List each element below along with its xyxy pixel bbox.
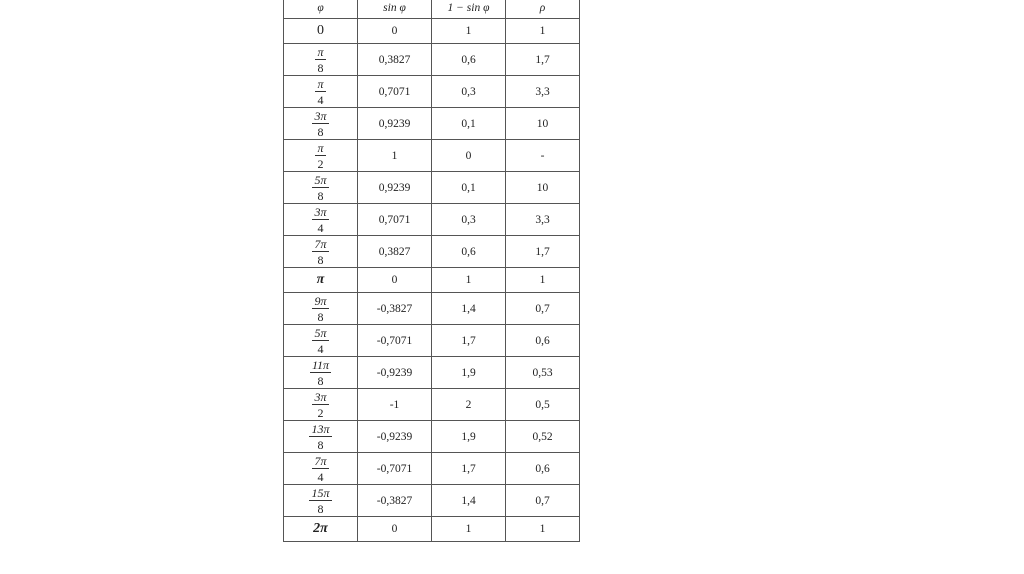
phi-denominator: 8 bbox=[317, 501, 324, 516]
cell-sin: 0 bbox=[358, 517, 432, 542]
cell-rho: 0,6 bbox=[506, 453, 580, 485]
phi-fraction bbox=[312, 110, 328, 138]
cell-phi bbox=[284, 76, 358, 108]
phi-fraction bbox=[309, 487, 331, 515]
cell-rho: - bbox=[506, 140, 580, 172]
cell-sin: -0,7071 bbox=[358, 453, 432, 485]
phi-fraction bbox=[312, 174, 328, 202]
table-row bbox=[284, 204, 580, 236]
cell-sin: -0,9239 bbox=[358, 421, 432, 453]
cell-one-minus-sin: 1,7 bbox=[432, 325, 506, 357]
phi-value: 2π bbox=[313, 521, 328, 536]
cell-phi bbox=[284, 140, 358, 172]
cell-rho: 0,7 bbox=[506, 293, 580, 325]
cell-phi bbox=[284, 19, 358, 44]
cell-sin: 0,7071 bbox=[358, 204, 432, 236]
phi-denominator: 8 bbox=[317, 252, 324, 267]
cell-one-minus-sin: 1,7 bbox=[432, 453, 506, 485]
header-one-minus-sin-label: 1 − sin φ bbox=[447, 2, 490, 14]
header-one-minus-sin bbox=[432, 0, 506, 19]
phi-fraction bbox=[312, 391, 328, 419]
phi-denominator: 8 bbox=[317, 188, 324, 203]
cell-rho: 0,53 bbox=[506, 357, 580, 389]
phi-denominator: 4 bbox=[317, 92, 324, 107]
cell-sin: 0,9239 bbox=[358, 172, 432, 204]
phi-denominator: 8 bbox=[317, 60, 324, 75]
cell-rho: 3,3 bbox=[506, 204, 580, 236]
cell-phi bbox=[284, 517, 358, 542]
cell-sin: 0 bbox=[358, 268, 432, 293]
cell-sin: 0,7071 bbox=[358, 76, 432, 108]
phi-numerator: 13π bbox=[311, 421, 330, 436]
cell-phi bbox=[284, 293, 358, 325]
table-row bbox=[284, 421, 580, 453]
cell-phi bbox=[284, 204, 358, 236]
cell-rho: 3,3 bbox=[506, 76, 580, 108]
phi-fraction bbox=[312, 295, 328, 323]
table-row bbox=[284, 44, 580, 76]
cell-one-minus-sin: 1 bbox=[432, 517, 506, 542]
header-sin bbox=[358, 0, 432, 19]
cell-sin: 0,3827 bbox=[358, 44, 432, 76]
phi-fraction bbox=[310, 359, 331, 387]
phi-denominator: 8 bbox=[317, 124, 324, 139]
header-phi-label: φ bbox=[317, 2, 324, 14]
phi-fraction bbox=[315, 46, 325, 74]
table-row bbox=[284, 389, 580, 421]
phi-denominator: 4 bbox=[317, 469, 324, 484]
cell-one-minus-sin: 1 bbox=[432, 19, 506, 44]
phi-numerator: 7π bbox=[314, 236, 327, 251]
cell-phi bbox=[284, 44, 358, 76]
phi-value: 0 bbox=[317, 23, 324, 38]
phi-fraction bbox=[315, 142, 325, 170]
phi-numerator: 15π bbox=[311, 485, 330, 500]
phi-numerator: 3π bbox=[314, 108, 327, 123]
cell-one-minus-sin: 0,1 bbox=[432, 108, 506, 140]
cell-one-minus-sin: 0,6 bbox=[432, 236, 506, 268]
cell-rho: 10 bbox=[506, 172, 580, 204]
cell-sin: -0,3827 bbox=[358, 293, 432, 325]
cell-one-minus-sin: 1,4 bbox=[432, 293, 506, 325]
phi-numerator: π bbox=[317, 140, 324, 155]
phi-fraction bbox=[312, 238, 328, 266]
phi-value: π bbox=[316, 272, 325, 287]
phi-denominator: 8 bbox=[317, 437, 324, 452]
table-row bbox=[284, 172, 580, 204]
phi-denominator: 8 bbox=[317, 309, 324, 324]
table-row bbox=[284, 108, 580, 140]
cell-sin: -0,3827 bbox=[358, 485, 432, 517]
cell-phi bbox=[284, 172, 358, 204]
header-rho-label: ρ bbox=[539, 2, 546, 14]
phi-numerator: 9π bbox=[314, 293, 327, 308]
table-row bbox=[284, 76, 580, 108]
phi-fraction bbox=[312, 455, 328, 483]
cell-one-minus-sin: 1,9 bbox=[432, 421, 506, 453]
cell-phi bbox=[284, 389, 358, 421]
table-row bbox=[284, 517, 580, 542]
cell-phi bbox=[284, 421, 358, 453]
phi-numerator: 3π bbox=[314, 204, 327, 219]
cell-one-minus-sin: 2 bbox=[432, 389, 506, 421]
cell-one-minus-sin: 0,6 bbox=[432, 44, 506, 76]
table-row bbox=[284, 357, 580, 389]
cell-one-minus-sin: 1,4 bbox=[432, 485, 506, 517]
phi-numerator: 3π bbox=[314, 389, 327, 404]
table-row bbox=[284, 236, 580, 268]
cell-one-minus-sin: 1,9 bbox=[432, 357, 506, 389]
cell-one-minus-sin: 0,1 bbox=[432, 172, 506, 204]
cell-phi bbox=[284, 357, 358, 389]
phi-numerator: 11π bbox=[311, 357, 330, 372]
phi-denominator: 2 bbox=[317, 156, 324, 171]
phi-numerator: π bbox=[317, 76, 324, 91]
header-phi bbox=[284, 0, 358, 19]
table-row bbox=[284, 268, 580, 293]
cell-rho: 0,6 bbox=[506, 325, 580, 357]
table-body bbox=[284, 19, 580, 542]
cell-rho: 1 bbox=[506, 517, 580, 542]
phi-denominator: 8 bbox=[317, 373, 324, 388]
phi-fraction bbox=[309, 423, 331, 451]
cell-sin: 1 bbox=[358, 140, 432, 172]
cell-sin: 0,9239 bbox=[358, 108, 432, 140]
cell-rho: 0,5 bbox=[506, 389, 580, 421]
values-table bbox=[283, 0, 580, 542]
phi-denominator: 4 bbox=[317, 220, 324, 235]
phi-numerator: 5π bbox=[314, 325, 327, 340]
table-row bbox=[284, 19, 580, 44]
phi-numerator: 5π bbox=[314, 172, 327, 187]
table-row bbox=[284, 485, 580, 517]
phi-denominator: 2 bbox=[317, 405, 324, 420]
phi-fraction bbox=[312, 327, 328, 355]
phi-numerator: π bbox=[317, 44, 324, 59]
cell-phi bbox=[284, 236, 358, 268]
cell-phi bbox=[284, 485, 358, 517]
cell-rho: 1 bbox=[506, 268, 580, 293]
phi-numerator: 7π bbox=[314, 453, 327, 468]
cell-sin: -0,9239 bbox=[358, 357, 432, 389]
cell-rho: 1,7 bbox=[506, 236, 580, 268]
phi-denominator: 4 bbox=[317, 341, 324, 356]
header-sin-label: sin φ bbox=[383, 2, 406, 14]
cell-phi bbox=[284, 453, 358, 485]
table-row bbox=[284, 325, 580, 357]
header-row bbox=[284, 0, 580, 19]
cell-rho: 0,52 bbox=[506, 421, 580, 453]
table-row bbox=[284, 140, 580, 172]
cell-sin: 0,3827 bbox=[358, 236, 432, 268]
cell-one-minus-sin: 0,3 bbox=[432, 204, 506, 236]
cell-one-minus-sin: 0 bbox=[432, 140, 506, 172]
phi-fraction bbox=[312, 206, 328, 234]
cell-rho: 1,7 bbox=[506, 44, 580, 76]
cell-phi bbox=[284, 325, 358, 357]
cell-phi bbox=[284, 108, 358, 140]
cell-phi bbox=[284, 268, 358, 293]
cell-sin: 0 bbox=[358, 19, 432, 44]
cell-rho: 1 bbox=[506, 19, 580, 44]
table-row bbox=[284, 453, 580, 485]
cell-sin: -0,7071 bbox=[358, 325, 432, 357]
cell-rho: 10 bbox=[506, 108, 580, 140]
cell-sin: -1 bbox=[358, 389, 432, 421]
table-row bbox=[284, 293, 580, 325]
phi-fraction bbox=[315, 78, 325, 106]
cell-one-minus-sin: 0,3 bbox=[432, 76, 506, 108]
cell-rho: 0,7 bbox=[506, 485, 580, 517]
header-rho bbox=[506, 0, 580, 19]
cell-one-minus-sin: 1 bbox=[432, 268, 506, 293]
